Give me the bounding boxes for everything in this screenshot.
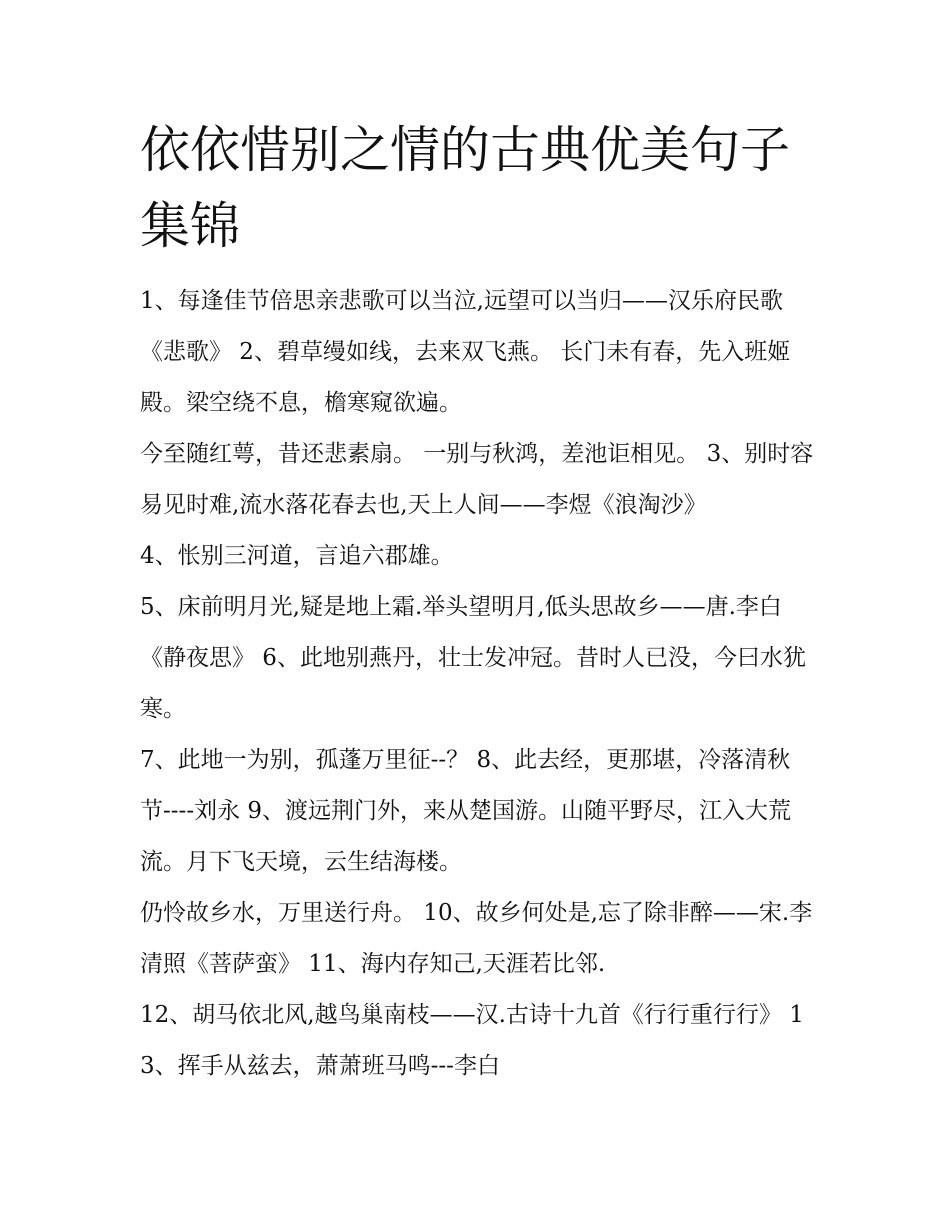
paragraph-6: 仍怜故乡水，万里送行舟。 10、故乡何处是,忘了除非醉——宋.李清照《菩萨蛮》 11、海内存知己,天涯若比邻.: [140, 900, 813, 977]
paragraph-1: 1、每逢佳节倍思亲悲歌可以当泣,远望可以当归——汉乐府民歌《悲歌》 2、碧草缦如线，去来双飞燕。 长门未有春，先入班姬殿。梁空绕不息，檐寒窥欲遍。: [140, 288, 791, 416]
paragraph-3: 4、怅别三河道，言追六郡雄。: [140, 543, 454, 569]
paragraph-2: 今至随红萼，昔还悲素扇。 一别与秋鸿，差池讵相见。 3、别时容易见时难,流水落花春去也,天上人间——李煜《浪淘沙》: [140, 441, 814, 518]
paragraph-7: 12、胡马依北风,越鸟巢南枝——汉.古诗十九首《行行重行行》 13、挥手从兹去，萧萧班马鸣---李白: [140, 1002, 804, 1079]
document-title: 依依惜别之情的古典优美句子集锦: [140, 121, 790, 255]
paragraph-4: 5、床前明月光,疑是地上霜.举头望明月,低头思故乡——唐.李白《静夜思》 6、此地别燕丹，壮士发冲冠。昔时人已没，今曰水犹寒。: [140, 594, 806, 722]
document-body: [140, 276, 816, 1092]
paragraph-5: 7、此地一为别，孤蓬万里征--？ 8、此去经，更那堪，冷落清秋节----刘永 9、渡远荆门外，来从楚国游。山随平野尽，江入大荒流。月下飞天境，云生结海楼。: [140, 747, 792, 875]
